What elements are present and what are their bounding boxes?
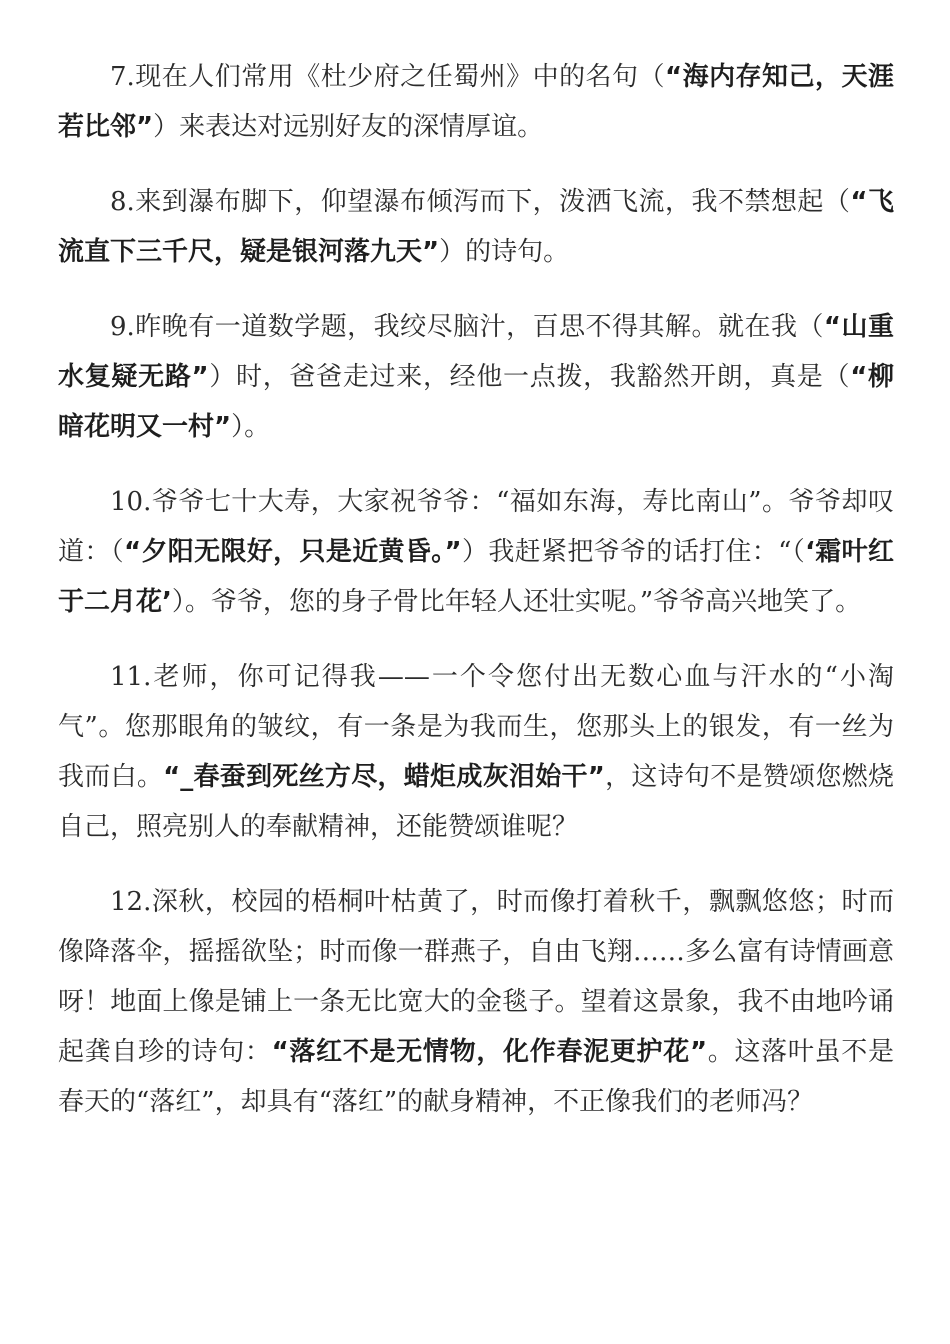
item-text: 。这落叶虽不是春天的“落红”，却具有“落红”的献身精神，不正像我们的老师冯？	[58, 1037, 894, 1117]
answer-text: “夕阳无限好，只是近黄昏。”	[124, 537, 462, 567]
item-text: 爷爷七十大寿，大家祝爷爷：“福如东海，寿比南山”。爷爷却叹道：（	[58, 487, 894, 567]
answer-text: “海内存知己，天涯若比邻”	[58, 62, 894, 142]
item-text: 现在人们常用《杜少府之任蜀州》中的名句（	[134, 62, 666, 92]
item-text: ）我赶紧把爷爷的话打住：“（	[461, 537, 806, 567]
question-9	[58, 302, 894, 452]
item-number: 11.	[110, 662, 152, 692]
question-7	[58, 52, 894, 152]
answer-text: “柳暗花明又一村”	[58, 362, 894, 442]
question-11	[58, 652, 894, 852]
item-number: 7.	[110, 62, 135, 92]
answer-text: “飞流直下三千尺，疑是银河落九天”	[58, 187, 894, 267]
item-text: 来到瀑布脚下，仰望瀑布倾泻而下，泼洒飞流，我不禁想起（	[134, 187, 851, 217]
answer-text: “山重水复疑无路”	[58, 312, 894, 392]
item-number: 12.	[110, 887, 152, 917]
item-number: 9.	[110, 312, 135, 342]
answer-text: ‘霜叶红于二月花’	[58, 537, 894, 617]
answer-text: “落红不是无情物，化作春泥更护花”	[271, 1037, 708, 1067]
question-8	[58, 177, 894, 277]
item-text: ，这诗句不是赞颂您燃烧自己，照亮别人的奉献精神，还能赞颂谁呢？	[58, 762, 894, 842]
item-number: 8.	[110, 187, 135, 217]
item-text: ）。	[231, 412, 271, 442]
question-12	[58, 877, 894, 1127]
answer-text: “_春蚕到死丝方尽，蜡炬成灰泪始干”	[163, 762, 605, 792]
item-number: 10.	[110, 487, 152, 517]
item-text: 昨晚有一道数学题，我绞尽脑汁，百思不得其解。就在我（	[134, 312, 824, 342]
item-text: ）来表达对远别好友的深情厚谊。	[153, 112, 544, 142]
document-page	[58, 52, 894, 1152]
question-10	[58, 477, 894, 627]
item-text: 深秋，校园的梧桐叶枯黄了，时而像打着秋千，飘飘悠悠；时而像降落伞，摇摇欲坠；时而像一群燕子，自由飞翔……多么富有诗情画意呀！地面上像是铺上一条无比宽大的金毯子。望着这景象，我不由地吟诵起龚自珍的诗句：	[58, 887, 894, 1067]
item-text: ）时，爸爸走过来，经他一点拨，我豁然开朗，真是（	[208, 362, 851, 392]
item-text: 老师，你可记得我——一个令您付出无数心血与汗水的“小淘气”。您那眼角的皱纹，有一条是为我而生，您那头上的银发，有一丝为我而白。	[58, 662, 894, 792]
item-text: ）。爷爷，您的身子骨比年轻人还壮实呢。”爷爷高兴地笑了。	[171, 587, 862, 617]
item-text: ）的诗句。	[439, 237, 570, 267]
